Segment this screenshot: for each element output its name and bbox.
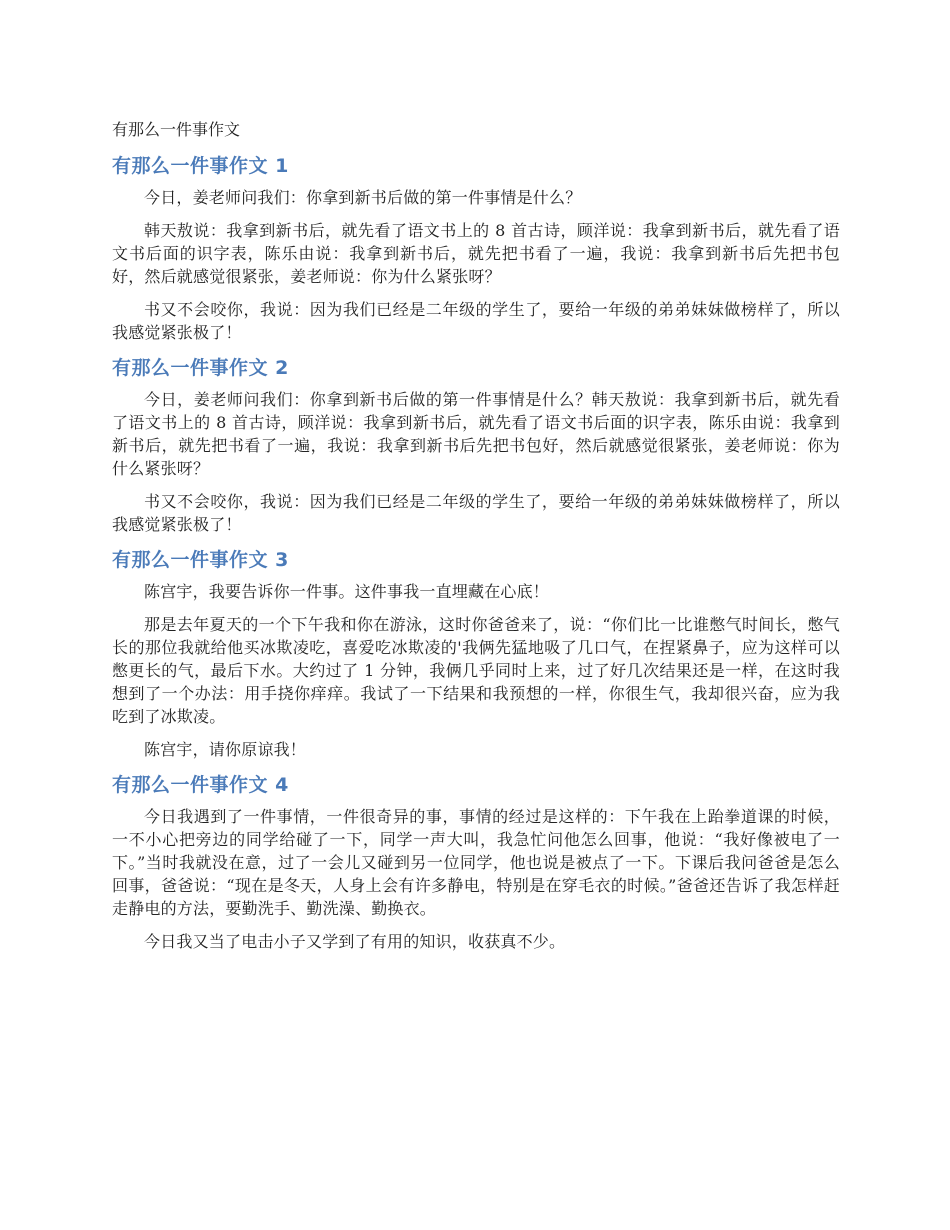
paragraph: 今日我又当了电击小子又学到了有用的知识，收获真不少。 [144, 932, 566, 951]
section-number: 4 [275, 774, 289, 796]
section-number: 3 [275, 549, 289, 571]
section-heading-text: 有那么一件事作文 [112, 357, 269, 379]
paragraph: 书又不会咬你，我说：因为我们已经是二年级的学生了，要给一年级的弟弟妹妹做榜样了，所以我感觉紧张极了！ [112, 300, 840, 342]
section-heading-2 [112, 354, 840, 382]
paragraph: 今日，姜老师问我们：你拿到新书后做的第一件事情是什么？ [144, 188, 582, 207]
paragraph: 今日我遇到了一件事情，一件很奇异的事，事情的经过是这样的：下午我在上跆拳道课的时候，一不小心把旁边的同学给碰了一下，同学一声大叫，我急忙问他怎么回事，他说：“我好像被电了一下。”当时我就没在意，过了一会儿又碰到另一位同学，他也说是被点了一下。下课后我问爸爸是怎么回事，爸爸说：“现在是冬天，人身上会有许多静电，特别是在穿毛衣的时候。”爸爸还告诉了我怎样赶走静电的方法，要勤洗手、勤洗澡、勤换衣。 [112, 807, 840, 918]
document-page [112, 118, 840, 963]
paragraph: 书又不会咬你，我说：因为我们已经是二年级的学生了，要给一年级的弟弟妹妹做榜样了，所以我感觉紧张极了！ [112, 492, 840, 534]
document-title: 有那么一件事作文 [112, 120, 241, 139]
paragraph: 那是去年夏天的一个下午我和你在游泳，这时你爸爸来了，说：“你们比一比谁憋气时间长，憋气长的那位我就给他买冰欺凌吃，喜爱吃冰欺凌的'我俩先猛地吸了几口气，在捏紧鼻子，应为这样可以憋更长的气，最后下水。大约过了 1 分钟，我俩几乎同时上来，过了好几次结果还是一样，在这时我想到了一个办法：用手挠你痒痒。我试了一下结果和我预想的一样，你很生气，我却很兴奋，应为我吃到了冰欺凌。 [112, 615, 840, 726]
section-heading-text: 有那么一件事作文 [112, 774, 269, 796]
essay-section-4 [112, 771, 840, 953]
paragraph: 陈宫宇，我要告诉你一件事。这件事我一直埋藏在心底！ [144, 582, 550, 601]
section-heading-4 [112, 771, 840, 799]
section-heading-1 [112, 152, 840, 180]
section-number: 1 [275, 155, 289, 177]
section-heading-3 [112, 546, 840, 574]
paragraph: 韩天敖说：我拿到新书后，就先看了语文书上的 8 首古诗，顾洋说：我拿到新书后，就先看了语文书后面的识字表，陈乐由说：我拿到新书后，就先把书看了一遍，我说：我拿到新书后先把书包好，然后就感觉很紧张，姜老师说：你为什么紧张呀？ [112, 221, 840, 286]
section-number: 2 [275, 357, 289, 379]
essay-section-2 [112, 354, 840, 536]
essay-section-1 [112, 152, 840, 344]
essay-section-3 [112, 546, 840, 761]
section-heading-text: 有那么一件事作文 [112, 155, 269, 177]
section-heading-text: 有那么一件事作文 [112, 549, 269, 571]
paragraph: 今日，姜老师问我们：你拿到新书后做的第一件事情是什么？韩天敖说：我拿到新书后，就先看了语文书上的 8 首古诗，顾洋说：我拿到新书后，就先看了语文书后面的识字表，陈乐由说：我拿到新书后，就先把书看了一遍，我说：我拿到新书后先把书包好，然后就感觉很紧张，姜老师说：你为什么紧张呀？ [112, 390, 840, 478]
paragraph: 陈宫宇，请你原谅我！ [144, 740, 307, 759]
